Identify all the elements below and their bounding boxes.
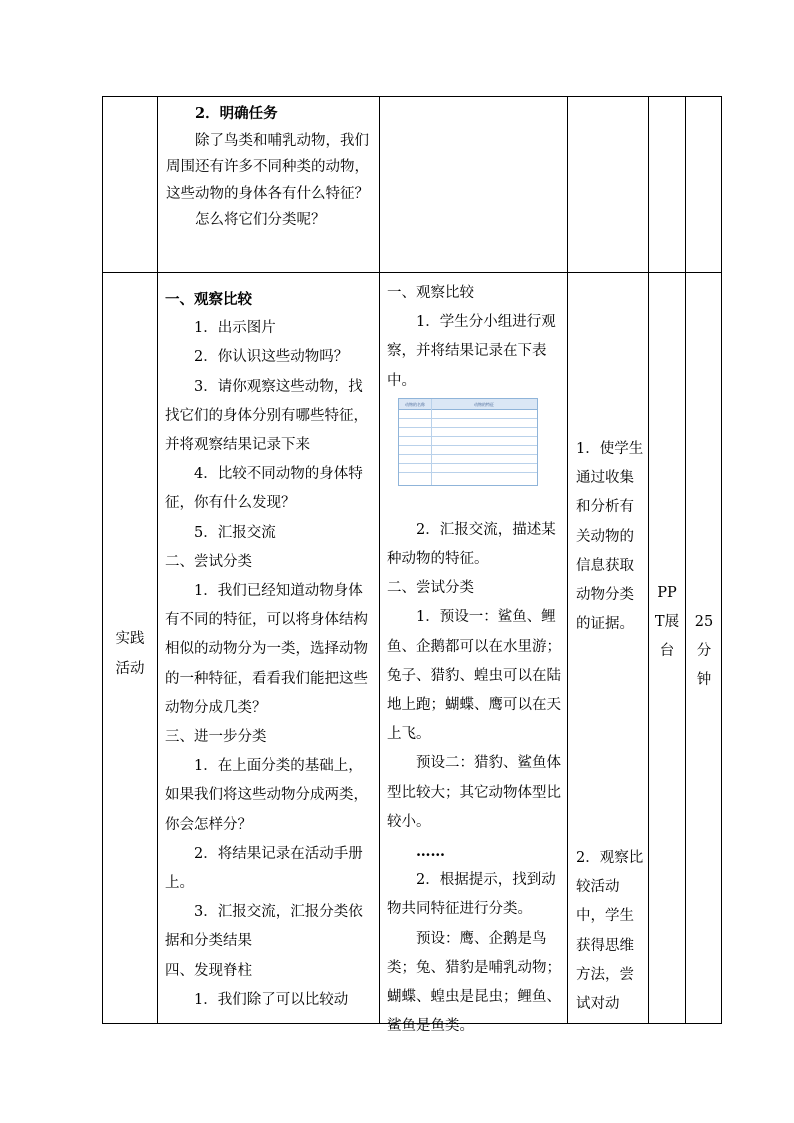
design-intent-item: 1．使学生通过收集和分析有关动物的信息获取动物分类的证据。 [576, 441, 644, 633]
record-table-header: 动物的特征 [474, 402, 494, 407]
table-border-right [721, 96, 722, 1024]
task-heading: 2．明确任务 [195, 105, 278, 122]
lesson-plan-table [102, 96, 722, 1035]
teacher-step: 1．我们除了可以比较动 [194, 991, 349, 1008]
teacher-step: 3．汇报交流，汇报分类依据和分类结果 [165, 904, 363, 950]
student-step: 1．预设一：鲨鱼、鲤鱼、企鹅都可以在水里游；兔子、猎豹、蝗虫可以在陆地上跑；蝴蝶、鹰可以在天上飞。 [387, 609, 561, 743]
teacher-section-heading: 一、观察比较 [165, 291, 252, 308]
task-paragraph: 除了鸟类和哺乳动物，我们周围还有许多不同种类的动物，这些动物的身体各有什么特征？ [166, 132, 369, 202]
task-paragraph: 怎么将它们分类呢？ [195, 212, 326, 229]
design-intent-item: 2．观察比较活动中，学生获得思维方法，尝试对动 [576, 850, 644, 1013]
teacher-step: 5．汇报交流 [194, 524, 276, 541]
student-step: 预设二：猎豹、鲨鱼体型比较大；其它动物体型比较小。 [387, 755, 561, 830]
teacher-section-heading: 四、发现脊柱 [165, 962, 252, 979]
student-activity-cell [387, 279, 562, 1041]
teacher-step: 1．出示图片 [194, 320, 276, 337]
student-step: 2．汇报交流，描述某种动物的特征。 [387, 521, 556, 568]
table-border-left [102, 96, 103, 1024]
media-cell: PPT展台 [654, 585, 680, 660]
teacher-step: 3．请你观察这些动物，找找它们的身体分别有哪些特征，并将观察结果记录下来 [165, 378, 368, 454]
record-table-header: 动物的名称 [405, 402, 425, 407]
stage-cell: 实践活动 [115, 631, 145, 677]
column-divider [567, 96, 568, 1024]
ellipsis: …… [416, 843, 445, 861]
teacher-activity-cell [165, 285, 374, 1015]
table-border-top [102, 96, 722, 97]
student-section-heading: 一、观察比较 [387, 285, 474, 301]
teacher-step: 2．将结果记录在活动手册上。 [165, 845, 363, 892]
task-clarification-cell [166, 101, 374, 234]
student-step: 2．根据提示，找到动物共同特征进行分类。 [387, 872, 556, 918]
column-divider [648, 96, 649, 1024]
student-step: 1．学生分小组进行观察，并将结果记录在下表中。 [387, 314, 556, 389]
student-section-heading: 二、尝试分类 [387, 580, 474, 597]
teacher-step: 4．比较不同动物的身体特征，你有什么发现？ [165, 466, 363, 512]
column-divider [157, 96, 158, 1024]
teacher-step: 1．我们已经知道动物身体有不同的特征，可以将身体结构相似的动物分为一类，选择动物的一种特征，看看我们能把这些动物分成几类？ [165, 583, 368, 716]
column-divider [379, 96, 380, 1024]
teacher-section-heading: 二、尝试分类 [165, 553, 252, 570]
column-divider [685, 96, 686, 1024]
student-step: 预设：鹰、企鹅是鸟类；兔、猎豹是哺乳动物；蝴蝶、蝗虫是昆虫；鲤鱼、鲨鱼是鱼类。 [387, 930, 561, 1035]
teacher-step: 1．在上面分类的基础上，如果我们将这些动物分成两类，你会怎样分？ [165, 758, 368, 833]
observation-record-table-image [398, 398, 538, 486]
teacher-section-heading: 三、进一步分类 [165, 729, 267, 746]
row-divider [102, 272, 722, 273]
teacher-step: 2．你认识这些动物吗？ [194, 349, 349, 366]
time-cell: 25分钟 [694, 614, 714, 689]
